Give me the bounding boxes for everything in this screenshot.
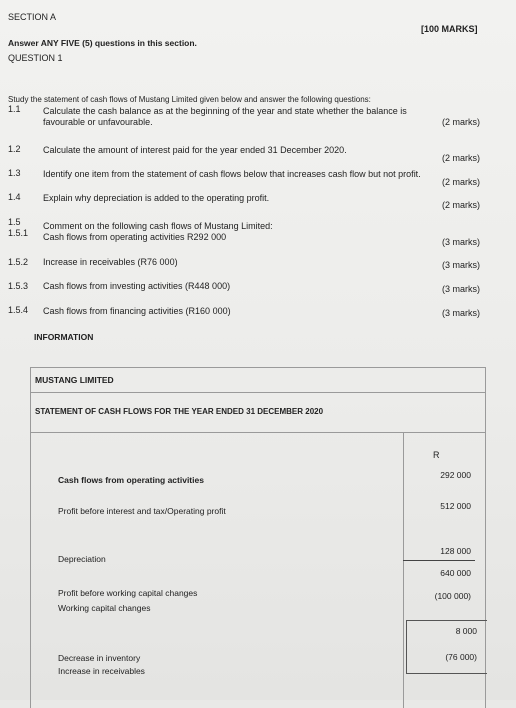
information-heading: INFORMATION [34,332,94,342]
question-number: 1.5.2 [8,257,29,267]
line-label: Decrease in inventory [58,653,141,663]
line-amount: 128 000 [440,546,471,556]
question-text: Increase in receivables (R76 000) [43,257,178,267]
question-text [43,221,273,243]
marks-label: (2 marks) [442,117,480,127]
table-divider [31,392,485,393]
marks-label: (2 marks) [442,200,480,210]
question-text: Cash flows from financing activities (R160 000) [43,306,231,316]
marks-label: (3 marks) [442,308,480,318]
currency-label: R [433,450,440,460]
question-number-line: 1.5 [8,217,21,227]
section-heading: SECTION A [8,12,57,22]
total-marks: [100 MARKS] [421,24,478,34]
statement-title: STATEMENT OF CASH FLOWS FOR THE YEAR ENDED 31 DECEMBER 2020 [35,407,324,416]
question-text: Calculate the amount of interest paid for the year ended 31 December 2020. [43,145,347,155]
line-amount: (100 000) [434,591,471,601]
line-label: Depreciation [58,554,106,564]
question-number: 1.1 [8,104,21,114]
subtotal-underline [403,560,475,561]
line-amount: 640 000 [440,568,471,578]
marks-label: (3 marks) [442,260,480,270]
question-number: 1.3 [8,168,21,178]
line-amount: 292 000 [440,470,471,480]
marks-label: (3 marks) [442,237,480,247]
line-label: Profit before working capital changes [58,588,198,598]
question-number-line: 1.5.1 [8,228,29,238]
question-number: 1.2 [8,144,21,154]
question-line: Comment on the following cash flows of Mustang Limited: [43,221,273,231]
cash-flow-statement-table [30,367,486,708]
question-number [8,217,28,239]
line-amount: (76 000) [445,652,477,662]
line-label: Increase in receivables [58,666,145,676]
question-text [43,106,407,128]
company-name: MUSTANG LIMITED [35,375,114,385]
intro-text: Study the statement of cash flows of Mustang Limited given below and answer the following questions: [8,95,371,104]
question-line: favourable or unfavourable. [43,117,153,127]
marks-label: (3 marks) [442,284,480,294]
line-label: Cash flows from operating activities [58,475,204,485]
question-text: Identify one item from the statement of cash flows below that increases cash flow but not profit. [43,169,421,179]
question-line: Calculate the cash balance as at the beginning of the year and state whether the balance is [43,106,407,116]
question-text: Explain why depreciation is added to the operating profit. [43,193,270,203]
line-label: Profit before interest and tax/Operating profit [58,506,226,516]
question-number: 1.5.3 [8,281,29,291]
line-label: Working capital changes [58,603,151,613]
question-text: Cash flows from investing activities (R448 000) [43,281,231,291]
instruction-text: Answer ANY FIVE (5) questions in this section. [8,38,197,48]
question-number: 1.4 [8,192,21,202]
table-divider [31,432,485,433]
question-number: 1.5.4 [8,305,29,315]
marks-label: (2 marks) [442,177,480,187]
question-heading: QUESTION 1 [8,53,63,63]
question-line: Cash flows from operating activities R292 000 [43,232,227,242]
line-amount: 512 000 [440,501,471,511]
line-amount: 8 000 [455,626,477,636]
marks-label: (2 marks) [442,153,480,163]
column-divider [403,432,404,708]
